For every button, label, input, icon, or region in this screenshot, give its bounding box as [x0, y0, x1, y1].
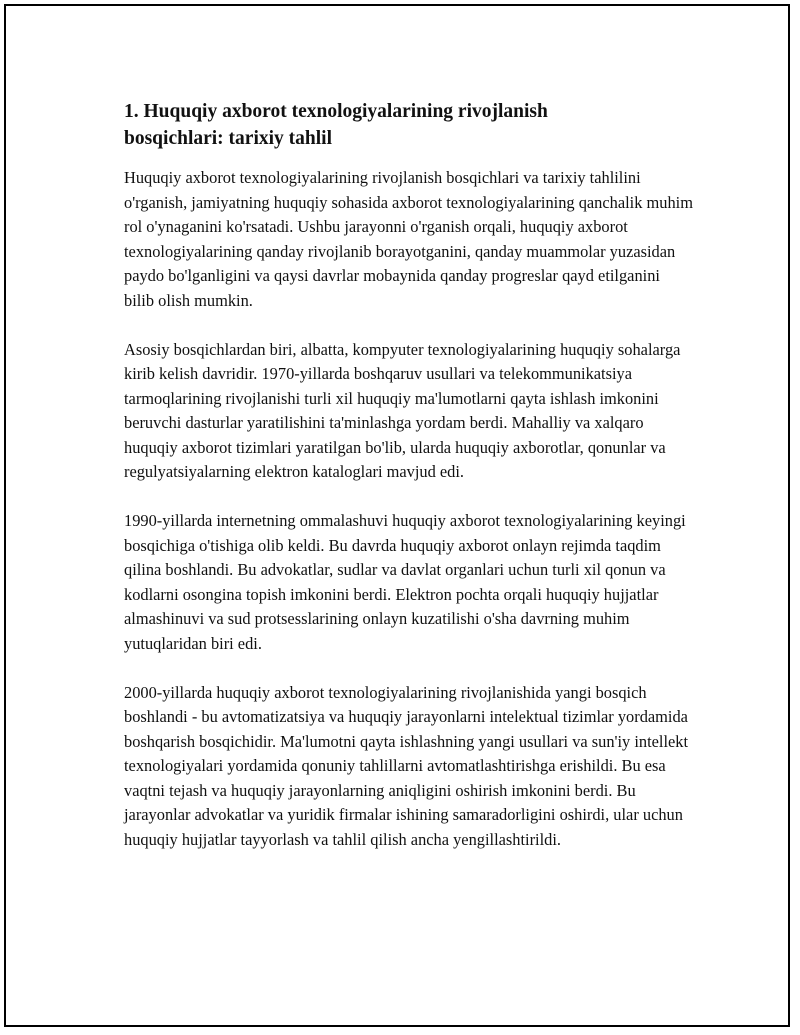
- document-title-line-2: bosqichlari: tarixiy tahlil: [124, 128, 333, 149]
- paragraph-4: 2000-yillarda huquqiy axborot texnologiyalarining rivojlanishida yangi bosqich boshlandi - bu avtomatizatsiya va huquqiy jarayonlarni intelektual tizimlar yordamida boshqarish bosqichidir. Ma'lumotni qayta ishlashning yangi usullari va sun'iy intellekt texnologiyalari yordamida qonuniy tahlillarni avtomatlashtirishga erishildi. Bu esa vaqtni tejash va huquqiy jarayonlarning aniqligini oshirish imkonini berdi. Bu jarayonlar advokatlar va yuridik firmalar ishining samaradorligini oshirdi, ular uchun huquqiy hujjatlar tayyorlash va tahlil qilish ancha yengillashtirildi.: [124, 682, 689, 849]
- paragraph-3: 1990-yillarda internetning ommalashuvi huquqiy axborot texnologiyalarining keyingi bosqichiga o'tishiga olib keldi. Bu davrda huquqiy axborot onlayn rejimda taqdim qilina boshlandi. Bu advokatlar, sudlar va davlat organlari uchun turli xil qonun va kodlarni osongina topish imkonini berdi. Elektron pochta orqali huquqiy hujjatlar almashinuvi va sud protsesslarining onlayn kuzatilishi o'sha davrning muhim yutuqlaridan biri edi.: [124, 511, 686, 653]
- document-title: [124, 98, 694, 152]
- page-frame: [4, 4, 790, 1027]
- document-body: [124, 98, 694, 852]
- document-title-line-1: 1. Huquqiy axborot texnologiyalarining rivojlanish: [124, 101, 548, 122]
- paragraph-1: Huquqiy axborot texnologiyalarining rivojlanish bosqichlari va tarixiy tahlilini o'rganish, jamiyatning huquqiy sohasida axborot texnologiyalarining qanchalik muhim rol o'ynaganini ko'rsatadi. Ushbu jarayonni o'rganish orqali, huquqiy axborot texnologiyalarining qanday rivojlanib borayotganini, qanday muammolar yuzasidan paydo bo'lganligini va qaysi davrlar mobaynida qanday progreslar qayd etilganini bilib olish mumkin.: [124, 168, 693, 310]
- paragraph-2: Asosiy bosqichlardan biri, albatta, kompyuter texnologiyalarining huquqiy sohalarga kirib kelish davridir. 1970-yillarda boshqaruv usullari va telekommunikatsiya tarmoqlarining rivojlanishi turli xil huquqiy ma'lumotlarni qayta ishlash imkonini beruvchi dasturlar yaratilishini ta'minlashga yordam berdi. Mahalliy va xalqaro huquqiy axborot tizimlari yaratilgan bo'lib, ularda huquqiy axborotlar, qonunlar va regulyatsiyalarning elektron kataloglari mavjud edi.: [124, 339, 681, 481]
